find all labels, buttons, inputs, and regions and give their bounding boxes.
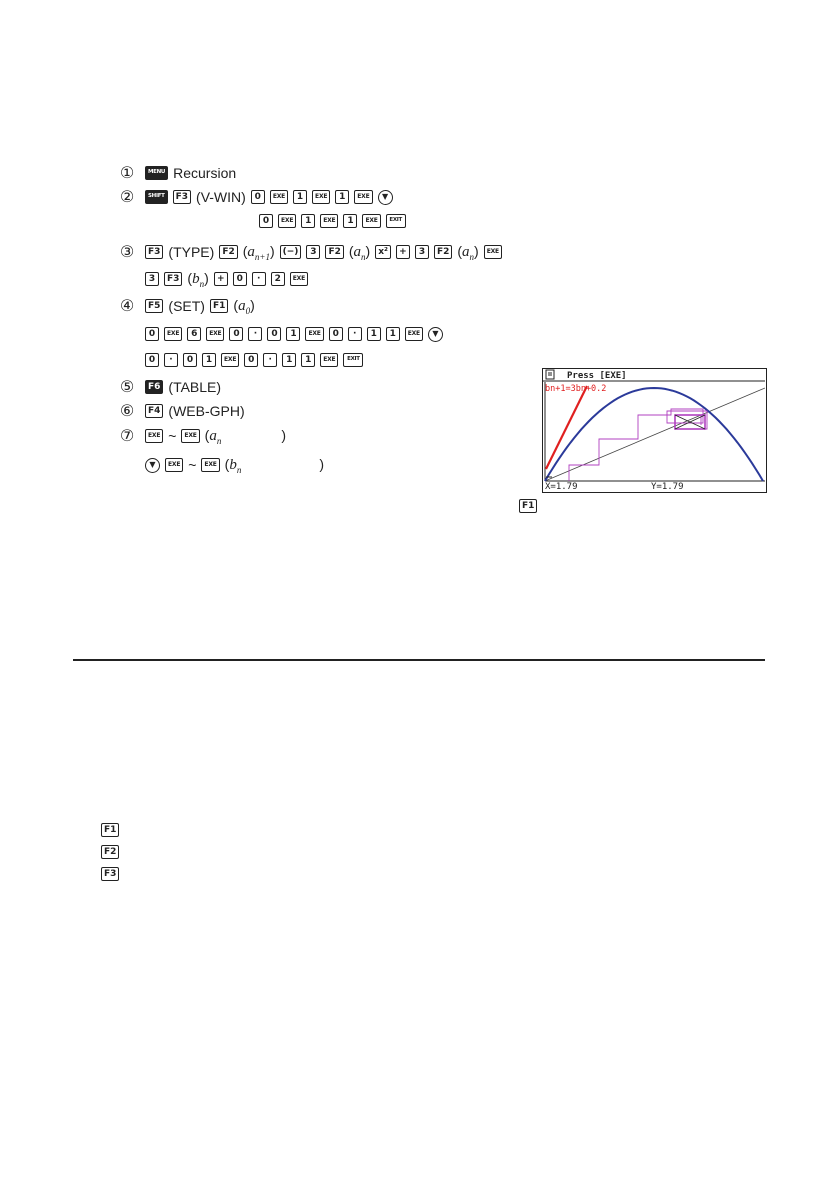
decimal-point-key[interactable]: · — [263, 353, 277, 367]
key-one[interactable]: 1 — [282, 353, 296, 367]
web-gph-label: (WEB-GPH) — [168, 403, 245, 419]
key-zero[interactable]: 0 — [329, 327, 343, 341]
exit-key[interactable]: EXIT — [386, 214, 406, 228]
plus-key[interactable]: + — [396, 245, 410, 259]
decimal-point-key[interactable]: · — [164, 353, 178, 367]
menu-key[interactable]: MENU — [145, 166, 168, 180]
step-4-row-2 — [145, 351, 363, 369]
exe-key[interactable]: EXE — [354, 190, 372, 204]
cursor-down-key[interactable]: ▼ — [378, 190, 393, 205]
section-divider — [73, 659, 765, 661]
key-one[interactable]: 1 — [343, 214, 357, 228]
f2-key[interactable]: F2 — [325, 245, 343, 259]
an1-label: $(a_{n+1})$ — [242, 242, 275, 262]
key-six[interactable]: 6 — [187, 327, 201, 341]
key-zero[interactable]: 0 — [267, 327, 281, 341]
table-label: (TABLE) — [168, 379, 222, 395]
decimal-point-key[interactable]: · — [252, 272, 266, 286]
f3-key[interactable]: F3 — [173, 190, 191, 204]
step-1-row — [145, 164, 236, 182]
key-zero[interactable]: 0 — [244, 353, 258, 367]
vwin-label: (V-WIN) — [196, 189, 246, 205]
key-zero[interactable]: 0 — [251, 190, 265, 204]
key-zero[interactable]: 0 — [229, 327, 243, 341]
step-number-5: ⑤ — [119, 377, 135, 396]
key-one[interactable]: 1 — [293, 190, 307, 204]
an-label: ($a_n$ ) — [204, 426, 286, 446]
bn-label: ($b_n$ ) — [224, 455, 324, 475]
f3-key[interactable]: F3 — [164, 272, 182, 286]
an-label: $(a_n)$ — [348, 242, 371, 262]
key-zero[interactable]: 0 — [259, 214, 273, 228]
step-2-row-1 — [145, 188, 393, 206]
graph-area — [545, 382, 765, 481]
key-one[interactable]: 1 — [202, 353, 216, 367]
key-one[interactable]: 1 — [301, 353, 315, 367]
set-label: (SET) — [168, 298, 205, 314]
key-one[interactable]: 1 — [367, 327, 381, 341]
exe-key[interactable]: EXE — [221, 353, 239, 367]
f1-key[interactable]: F1 — [519, 499, 537, 513]
key-zero[interactable]: 0 — [183, 353, 197, 367]
screen-header-text: Press [EXE] — [567, 371, 627, 381]
step-number-4: ④ — [119, 296, 135, 315]
f2-key[interactable]: F2 — [434, 245, 452, 259]
exe-key[interactable]: EXE — [145, 429, 163, 443]
square-key[interactable]: x² — [375, 245, 391, 259]
fkey-list-item — [101, 821, 119, 839]
f6-key[interactable]: F6 — [145, 380, 163, 394]
fkey-list-item — [101, 865, 119, 883]
exe-key[interactable]: EXE — [305, 327, 323, 341]
exe-key[interactable]: EXE — [484, 245, 502, 259]
exe-key[interactable]: EXE — [362, 214, 380, 228]
step-4-row-1 — [145, 325, 443, 343]
exe-key[interactable]: EXE — [320, 214, 338, 228]
f2-key[interactable]: F2 — [101, 845, 119, 859]
exe-key[interactable]: EXE — [312, 190, 330, 204]
step-1-label: Recursion — [173, 165, 237, 181]
key-zero[interactable]: 0 — [145, 327, 159, 341]
step-number-6: ⑥ — [119, 401, 135, 420]
f1-key[interactable]: F1 — [210, 299, 228, 313]
exe-key[interactable]: EXE — [206, 327, 224, 341]
step-number-7: ⑦ — [119, 426, 135, 445]
step-7-row-1 — [145, 427, 286, 445]
f5-key[interactable]: F5 — [145, 299, 163, 313]
a0-label: $(a_0)$ — [233, 296, 255, 316]
web-graph-svg — [543, 369, 765, 491]
bn-line — [546, 386, 587, 469]
step-6-row — [145, 402, 245, 420]
step-7-row-2 — [145, 456, 324, 474]
step-3-row-2 — [145, 270, 308, 288]
step-2-row-2 — [259, 212, 406, 230]
negative-key[interactable]: (−) — [280, 245, 302, 259]
exe-key[interactable]: EXE — [181, 429, 199, 443]
step-number-1: ① — [119, 163, 135, 182]
f1-key[interactable]: F1 — [101, 823, 119, 837]
key-three[interactable]: 3 — [415, 245, 429, 259]
type-label: (TYPE) — [168, 244, 215, 260]
shift-key[interactable]: SHIFT — [145, 190, 168, 204]
decimal-point-key[interactable]: · — [248, 327, 262, 341]
key-three[interactable]: 3 — [145, 272, 159, 286]
exe-key[interactable]: EXE — [278, 214, 296, 228]
plus-key[interactable]: + — [214, 272, 228, 286]
exe-key[interactable]: EXE — [165, 458, 183, 472]
tilde-separator: ~ — [188, 457, 197, 473]
exe-key[interactable]: EXE — [320, 353, 338, 367]
exit-key[interactable]: EXIT — [343, 353, 363, 367]
y-readout: Y=1.79 — [651, 482, 684, 491]
bn-label: $(b_n)$ — [187, 269, 209, 289]
f2-key[interactable]: F2 — [219, 245, 237, 259]
step-4-row-0 — [145, 297, 255, 315]
exe-key[interactable]: EXE — [405, 327, 423, 341]
key-two[interactable]: 2 — [271, 272, 285, 286]
decimal-point-key[interactable]: · — [348, 327, 362, 341]
formula-text: bn+1=3bn+0.2 — [545, 384, 607, 394]
exe-key[interactable]: EXE — [270, 190, 288, 204]
step-5-row — [145, 378, 221, 396]
f3-key[interactable]: F3 — [101, 867, 119, 881]
key-one[interactable]: 1 — [386, 327, 400, 341]
cursor-down-key[interactable]: ▼ — [145, 458, 160, 473]
screen-header — [543, 370, 765, 381]
key-one[interactable]: 1 — [335, 190, 349, 204]
key-three[interactable]: 3 — [306, 245, 320, 259]
f3-key[interactable]: F3 — [145, 245, 163, 259]
key-one[interactable]: 1 — [301, 214, 315, 228]
f4-key[interactable]: F4 — [145, 404, 163, 418]
exe-key[interactable]: EXE — [164, 327, 182, 341]
cursor-down-key[interactable]: ▼ — [428, 327, 443, 342]
tilde-separator: ~ — [168, 428, 177, 444]
fkey-list-item — [101, 843, 119, 861]
key-zero[interactable]: 0 — [233, 272, 247, 286]
key-one[interactable]: 1 — [286, 327, 300, 341]
screen-caption — [519, 497, 537, 515]
key-zero[interactable]: 0 — [145, 353, 159, 367]
calculator-screen — [542, 368, 767, 493]
step-number-3: ③ — [119, 242, 135, 261]
an-label: $(a_n)$ — [457, 242, 479, 262]
x-readout: X=1.79 — [545, 482, 578, 491]
step-number-2: ② — [119, 187, 135, 206]
exe-key[interactable]: EXE — [201, 458, 219, 472]
exe-key[interactable]: EXE — [290, 272, 308, 286]
step-3-row-1 — [145, 243, 502, 261]
